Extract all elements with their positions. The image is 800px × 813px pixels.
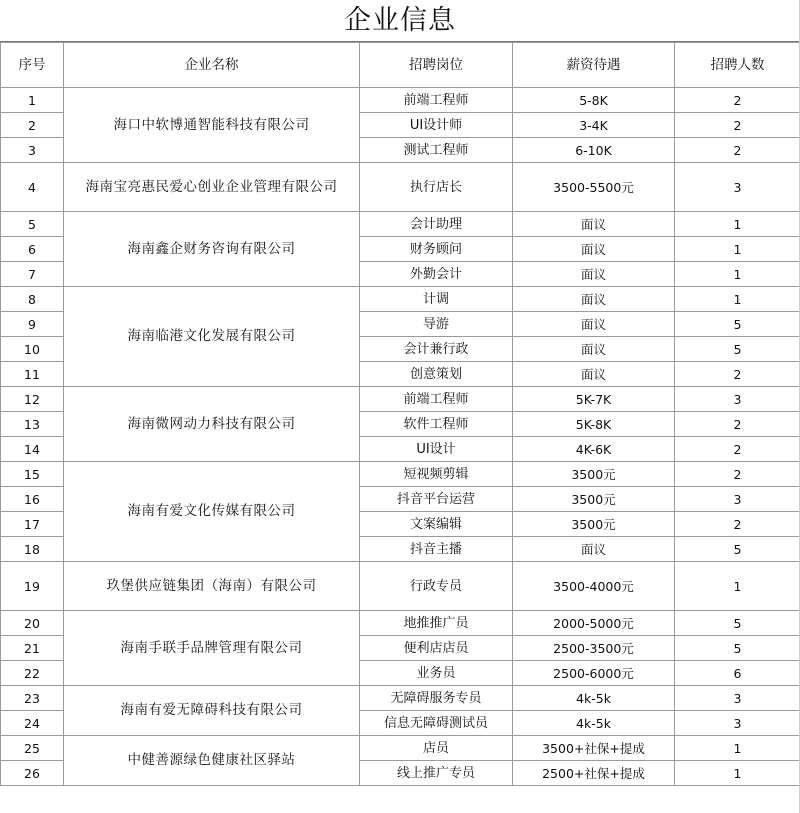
header-count: 招聘人数 bbox=[675, 43, 800, 88]
cell-company-name: 海南临港文化发展有限公司 bbox=[64, 287, 360, 387]
cell-count: 5 bbox=[675, 337, 800, 362]
cell-salary: 3500-5500元 bbox=[513, 163, 675, 212]
table-row bbox=[1, 562, 800, 611]
header-company: 企业名称 bbox=[64, 43, 360, 88]
table-row bbox=[1, 611, 800, 636]
cell-salary: 面议 bbox=[513, 237, 675, 262]
cell-index: 7 bbox=[1, 262, 64, 287]
cell-company-name: 海南有爱文化传媒有限公司 bbox=[64, 462, 360, 562]
cell-index: 5 bbox=[1, 212, 64, 237]
cell-count: 6 bbox=[675, 661, 800, 686]
cell-position: 前端工程师 bbox=[360, 88, 513, 113]
table-row bbox=[1, 387, 800, 412]
cell-salary: 3500+社保+提成 bbox=[513, 736, 675, 761]
cell-count: 3 bbox=[675, 711, 800, 736]
header-position: 招聘岗位 bbox=[360, 43, 513, 88]
cell-salary: 面议 bbox=[513, 312, 675, 337]
cell-count: 2 bbox=[675, 138, 800, 163]
cell-salary: 面议 bbox=[513, 537, 675, 562]
cell-salary: 2500-6000元 bbox=[513, 661, 675, 686]
cell-index: 24 bbox=[1, 711, 64, 736]
cell-count: 3 bbox=[675, 487, 800, 512]
cell-index: 2 bbox=[1, 113, 64, 138]
table-header bbox=[1, 43, 800, 88]
cell-index: 9 bbox=[1, 312, 64, 337]
cell-index: 14 bbox=[1, 437, 64, 462]
cell-company-name: 海南宝亮惠民爱心创业企业管理有限公司 bbox=[64, 163, 360, 212]
cell-salary: 6-10K bbox=[513, 138, 675, 163]
cell-index: 3 bbox=[1, 138, 64, 163]
table-row bbox=[1, 88, 800, 113]
cell-index: 10 bbox=[1, 337, 64, 362]
table-row bbox=[1, 212, 800, 237]
cell-position: 行政专员 bbox=[360, 562, 513, 611]
cell-salary: 面议 bbox=[513, 362, 675, 387]
cell-position: 会计助理 bbox=[360, 212, 513, 237]
cell-salary: 4k-5k bbox=[513, 686, 675, 711]
cell-position: 执行店长 bbox=[360, 163, 513, 212]
header-row bbox=[1, 43, 800, 88]
table-row bbox=[1, 736, 800, 761]
cell-salary: 面议 bbox=[513, 337, 675, 362]
cell-position: 财务顾问 bbox=[360, 237, 513, 262]
cell-count: 1 bbox=[675, 262, 800, 287]
cell-count: 2 bbox=[675, 462, 800, 487]
cell-count: 5 bbox=[675, 611, 800, 636]
cell-index: 20 bbox=[1, 611, 64, 636]
cell-company-name: 中健善源绿色健康社区驿站 bbox=[64, 736, 360, 786]
sheet-title: 企业信息 bbox=[0, 0, 800, 42]
table-row bbox=[1, 462, 800, 487]
cell-position: UI设计 bbox=[360, 437, 513, 462]
cell-count: 1 bbox=[675, 562, 800, 611]
cell-salary: 2500+社保+提成 bbox=[513, 761, 675, 786]
cell-index: 25 bbox=[1, 736, 64, 761]
cell-position: 短视频剪辑 bbox=[360, 462, 513, 487]
cell-position: 无障碍服务专员 bbox=[360, 686, 513, 711]
cell-position: 地推推广员 bbox=[360, 611, 513, 636]
cell-position: 测试工程师 bbox=[360, 138, 513, 163]
cell-index: 12 bbox=[1, 387, 64, 412]
header-index: 序号 bbox=[1, 43, 64, 88]
cell-count: 5 bbox=[675, 312, 800, 337]
table-row bbox=[1, 287, 800, 312]
cell-position: 外勤会计 bbox=[360, 262, 513, 287]
cell-salary: 2500-3500元 bbox=[513, 636, 675, 661]
cell-count: 1 bbox=[675, 736, 800, 761]
cell-position: 文案编辑 bbox=[360, 512, 513, 537]
cell-count: 5 bbox=[675, 636, 800, 661]
cell-position: 前端工程师 bbox=[360, 387, 513, 412]
cell-index: 8 bbox=[1, 287, 64, 312]
cell-company-name: 海南有爱无障碍科技有限公司 bbox=[64, 686, 360, 736]
cell-salary: 3500元 bbox=[513, 462, 675, 487]
cell-company-name: 海南手联手品牌管理有限公司 bbox=[64, 611, 360, 686]
cell-index: 26 bbox=[1, 761, 64, 786]
header-salary: 薪资待遇 bbox=[513, 43, 675, 88]
cell-index: 17 bbox=[1, 512, 64, 537]
cell-position: 信息无障碍测试员 bbox=[360, 711, 513, 736]
cell-salary: 4K-6K bbox=[513, 437, 675, 462]
cell-salary: 5-8K bbox=[513, 88, 675, 113]
cell-count: 1 bbox=[675, 761, 800, 786]
cell-index: 21 bbox=[1, 636, 64, 661]
cell-position: 店员 bbox=[360, 736, 513, 761]
cell-count: 2 bbox=[675, 512, 800, 537]
cell-index: 22 bbox=[1, 661, 64, 686]
cell-index: 23 bbox=[1, 686, 64, 711]
cell-index: 15 bbox=[1, 462, 64, 487]
cell-count: 1 bbox=[675, 237, 800, 262]
cell-count: 2 bbox=[675, 362, 800, 387]
cell-count: 2 bbox=[675, 88, 800, 113]
cell-count: 3 bbox=[675, 163, 800, 212]
cell-count: 1 bbox=[675, 287, 800, 312]
cell-position: 业务员 bbox=[360, 661, 513, 686]
cell-salary: 3500元 bbox=[513, 512, 675, 537]
cell-count: 1 bbox=[675, 212, 800, 237]
cell-salary: 5K-8K bbox=[513, 412, 675, 437]
cell-position: 会计兼行政 bbox=[360, 337, 513, 362]
table-row bbox=[1, 686, 800, 711]
cell-salary: 3-4K bbox=[513, 113, 675, 138]
cell-position: UI设计师 bbox=[360, 113, 513, 138]
cell-salary: 3500元 bbox=[513, 487, 675, 512]
cell-position: 导游 bbox=[360, 312, 513, 337]
cell-company-name: 玖堡供应链集团（海南）有限公司 bbox=[64, 562, 360, 611]
cell-count: 5 bbox=[675, 537, 800, 562]
cell-company-name: 海口中软博通智能科技有限公司 bbox=[64, 88, 360, 163]
cell-index: 6 bbox=[1, 237, 64, 262]
cell-company-name: 海南微网动力科技有限公司 bbox=[64, 387, 360, 462]
cell-salary: 2000-5000元 bbox=[513, 611, 675, 636]
cell-position: 抖音主播 bbox=[360, 537, 513, 562]
cell-index: 1 bbox=[1, 88, 64, 113]
cell-index: 19 bbox=[1, 562, 64, 611]
cell-count: 3 bbox=[675, 686, 800, 711]
cell-count: 2 bbox=[675, 412, 800, 437]
cell-count: 3 bbox=[675, 387, 800, 412]
cell-index: 11 bbox=[1, 362, 64, 387]
cell-position: 创意策划 bbox=[360, 362, 513, 387]
cell-count: 2 bbox=[675, 113, 800, 138]
cell-position: 软件工程师 bbox=[360, 412, 513, 437]
cell-salary: 面议 bbox=[513, 262, 675, 287]
cell-position: 便利店店员 bbox=[360, 636, 513, 661]
cell-company-name: 海南鑫企财务咨询有限公司 bbox=[64, 212, 360, 287]
cell-position: 线上推广专员 bbox=[360, 761, 513, 786]
cell-index: 4 bbox=[1, 163, 64, 212]
cell-salary: 5K-7K bbox=[513, 387, 675, 412]
cell-salary: 3500-4000元 bbox=[513, 562, 675, 611]
cell-index: 18 bbox=[1, 537, 64, 562]
cell-position: 计调 bbox=[360, 287, 513, 312]
cell-position: 抖音平台运营 bbox=[360, 487, 513, 512]
table-row bbox=[1, 163, 800, 212]
company-table bbox=[0, 42, 800, 786]
table-body bbox=[1, 88, 800, 786]
cell-index: 13 bbox=[1, 412, 64, 437]
cell-salary: 面议 bbox=[513, 212, 675, 237]
cell-salary: 面议 bbox=[513, 287, 675, 312]
cell-index: 16 bbox=[1, 487, 64, 512]
cell-count: 2 bbox=[675, 437, 800, 462]
cell-salary: 4k-5k bbox=[513, 711, 675, 736]
